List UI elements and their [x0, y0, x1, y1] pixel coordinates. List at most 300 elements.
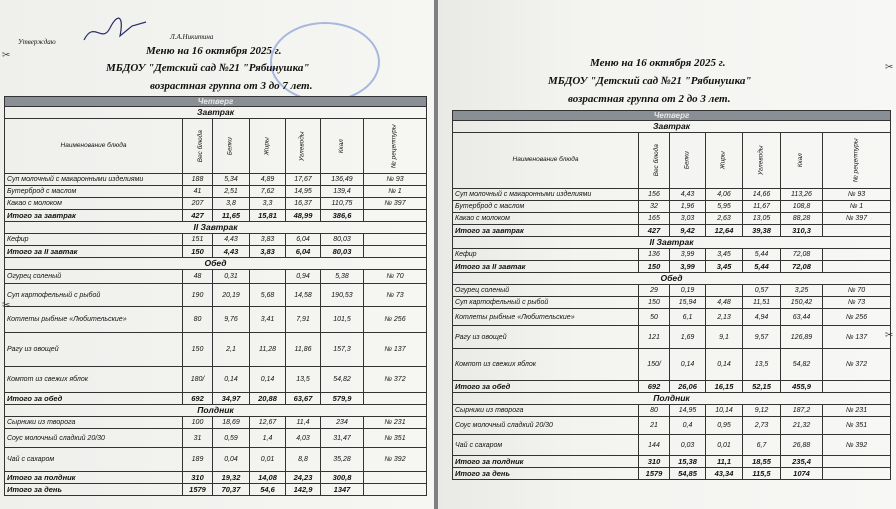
dish-value: 2,13	[706, 309, 743, 326]
dish-name: Компот из свежих яблок	[453, 349, 639, 381]
dish-value: 72,08	[781, 249, 823, 261]
total-value	[364, 484, 427, 496]
total-value	[823, 225, 891, 237]
dish-value: 7,91	[286, 307, 321, 333]
total-value: 300,8	[321, 472, 364, 484]
dish-value: 5,68	[250, 284, 286, 307]
dish-value: 5,34	[213, 174, 250, 186]
dish-value: 3,03	[670, 213, 706, 225]
total-value: 70,37	[213, 484, 250, 496]
column-header	[183, 119, 213, 174]
dish-value: 0,01	[706, 435, 743, 456]
day-label: Четверг	[453, 111, 891, 121]
dish-value: 17,67	[286, 174, 321, 186]
dish-name: Кефир	[453, 249, 639, 261]
total-value: 9,42	[670, 225, 706, 237]
menu-title: Меню на 16 октября 2025 г.	[146, 45, 282, 57]
dish-value: № 73	[364, 284, 427, 307]
total-value	[823, 381, 891, 393]
dish-value: 4,03	[286, 429, 321, 448]
dish-value: 156	[639, 189, 670, 201]
dish-value: 5,44	[743, 249, 781, 261]
dish-value: 5,95	[706, 201, 743, 213]
total-label: Итого за завтрак	[5, 210, 183, 222]
dish-name: Соус молочный сладкий 20/30	[5, 429, 183, 448]
dish-name: Котлеты рыбные «Любительские»	[5, 307, 183, 333]
total-label: Итого за полдник	[453, 456, 639, 468]
dish-value: № 93	[364, 174, 427, 186]
total-value: 1579	[183, 484, 213, 496]
dish-name: Суп молочный с макаронными изделиями	[453, 189, 639, 201]
total-value: 1347	[321, 484, 364, 496]
day-row	[5, 97, 427, 107]
dish-value: 31	[183, 429, 213, 448]
dish-value: № 351	[823, 417, 891, 435]
total-value: 310,3	[781, 225, 823, 237]
dish-value: 157,3	[321, 333, 364, 367]
age-group: возрастная группа от 2 до 3 лет.	[568, 93, 731, 105]
dish-name: Огурец соленый	[5, 270, 183, 284]
dish-value: 2,63	[706, 213, 743, 225]
dish-value: 139,4	[321, 186, 364, 198]
dish-value: 11,4	[286, 417, 321, 429]
dish-row	[453, 349, 891, 381]
dish-name: Кефир	[5, 234, 183, 246]
column-header-text: № рецептуры	[390, 124, 398, 168]
dish-value: 4,43	[670, 189, 706, 201]
total-value: 19,32	[213, 472, 250, 484]
left-menu-sheet	[0, 0, 434, 509]
total-value: 3,45	[706, 261, 743, 273]
dish-name: Огурец соленый	[453, 285, 639, 297]
total-value: 11,1	[706, 456, 743, 468]
dish-value: 150/	[639, 349, 670, 381]
dish-name: Чай с сахаром	[5, 448, 183, 472]
dish-name: Рагу из овощей	[5, 333, 183, 367]
meal-title: Завтрак	[5, 107, 427, 119]
dish-value: № 93	[823, 189, 891, 201]
column-header	[286, 119, 321, 174]
dish-value: 80,03	[321, 234, 364, 246]
total-value: 235,4	[781, 456, 823, 468]
total-value: 150	[639, 261, 670, 273]
dish-name: Суп картофельный с рыбой	[5, 284, 183, 307]
dish-row	[453, 435, 891, 456]
dish-value: 0,04	[213, 448, 250, 472]
total-value: 34,97	[213, 393, 250, 405]
dish-row	[5, 198, 427, 210]
dish-value: № 73	[823, 297, 891, 309]
total-value	[364, 393, 427, 405]
total-value: 54,85	[670, 468, 706, 480]
total-label: Итого за II завтак	[453, 261, 639, 273]
dish-row	[5, 234, 427, 246]
column-header-row	[453, 133, 891, 189]
dish-value: 100	[183, 417, 213, 429]
total-row	[5, 393, 427, 405]
column-header-row	[5, 119, 427, 174]
dish-value: 0,57	[743, 285, 781, 297]
dish-value: 0,14	[250, 367, 286, 393]
dish-value: 136	[639, 249, 670, 261]
dish-value: 0,03	[670, 435, 706, 456]
dish-value: 151	[183, 234, 213, 246]
dish-name: Котлеты рыбные «Любительские»	[453, 309, 639, 326]
dish-row	[5, 284, 427, 307]
dish-value: 190	[183, 284, 213, 307]
dish-value: 12,67	[250, 417, 286, 429]
dish-value: 0,94	[286, 270, 321, 284]
day-label: Четверг	[5, 97, 427, 107]
column-header	[364, 119, 427, 174]
dish-value: 11,67	[743, 201, 781, 213]
total-value: 4,43	[213, 246, 250, 258]
total-value: 43,34	[706, 468, 743, 480]
total-label: Итого за полдник	[5, 472, 183, 484]
column-header: Наименование блюда	[5, 119, 183, 174]
total-row	[453, 468, 891, 480]
total-value	[823, 468, 891, 480]
dish-value: 14,95	[670, 405, 706, 417]
dish-value: 150,42	[781, 297, 823, 309]
total-value: 39,38	[743, 225, 781, 237]
total-label: Итого за день	[453, 468, 639, 480]
dish-value: 144	[639, 435, 670, 456]
dish-value: 4,43	[213, 234, 250, 246]
dish-value: 113,26	[781, 189, 823, 201]
total-value: 14,08	[250, 472, 286, 484]
dish-value	[250, 270, 286, 284]
dish-row	[453, 326, 891, 349]
total-value: 20,88	[250, 393, 286, 405]
dish-value	[706, 285, 743, 297]
total-value	[364, 210, 427, 222]
dish-value: 13,05	[743, 213, 781, 225]
dish-value: 10,14	[706, 405, 743, 417]
dish-value: 15,94	[670, 297, 706, 309]
dish-value: 8,8	[286, 448, 321, 472]
total-value: 11,65	[213, 210, 250, 222]
total-label: Итого за день	[5, 484, 183, 496]
column-header-text: Жиры	[263, 137, 271, 155]
meal-title-row	[453, 393, 891, 405]
signer-name: Л.А.Никитина	[170, 33, 214, 41]
dish-value: 31,47	[321, 429, 364, 448]
meal-title-row	[5, 222, 427, 234]
meal-title: II Завтрак	[453, 237, 891, 249]
dish-value: 187,2	[781, 405, 823, 417]
dish-value: № 372	[823, 349, 891, 381]
dish-value	[364, 234, 427, 246]
total-value: 427	[639, 225, 670, 237]
scissors-icon: ✂	[885, 330, 894, 341]
dish-row	[453, 201, 891, 213]
column-header	[781, 133, 823, 189]
dish-value: 14,95	[286, 186, 321, 198]
dish-value: 3,83	[250, 234, 286, 246]
dish-value: 3,3	[250, 198, 286, 210]
dish-value: 6,04	[286, 234, 321, 246]
dish-row	[5, 307, 427, 333]
dish-value: № 256	[364, 307, 427, 333]
column-header-text: Ккал	[337, 138, 345, 154]
column-header-text: Белки	[226, 137, 234, 155]
scissors-icon: ✂	[2, 50, 11, 61]
column-header	[823, 133, 891, 189]
dish-value: 190,53	[321, 284, 364, 307]
total-value: 427	[183, 210, 213, 222]
dish-value: 4,94	[743, 309, 781, 326]
dish-value: 0,01	[250, 448, 286, 472]
total-value: 12,64	[706, 225, 743, 237]
total-value: 16,15	[706, 381, 743, 393]
dish-row	[453, 213, 891, 225]
dish-value: № 70	[823, 285, 891, 297]
total-value: 72,08	[781, 261, 823, 273]
total-label: Итого за обед	[5, 393, 183, 405]
column-header	[213, 119, 250, 174]
dish-value: 126,89	[781, 326, 823, 349]
dish-value: № 231	[364, 417, 427, 429]
dish-value: 13,5	[286, 367, 321, 393]
dish-value: 136,49	[321, 174, 364, 186]
column-header	[321, 119, 364, 174]
dish-value: 4,48	[706, 297, 743, 309]
total-value: 63,67	[286, 393, 321, 405]
dish-name: Соус молочный сладкий 20/30	[453, 417, 639, 435]
total-value: 80,03	[321, 246, 364, 258]
dish-value: 110,75	[321, 198, 364, 210]
dish-row	[453, 405, 891, 417]
total-row	[453, 225, 891, 237]
dish-row	[453, 417, 891, 435]
dish-name: Суп картофельный с рыбой	[453, 297, 639, 309]
dish-value: 189	[183, 448, 213, 472]
dish-value: 3,41	[250, 307, 286, 333]
dish-value: 150	[183, 333, 213, 367]
column-header	[639, 133, 670, 189]
meal-title: Завтрак	[453, 121, 891, 133]
dish-value: № 392	[364, 448, 427, 472]
column-header-text: Жиры	[719, 151, 727, 170]
dish-row	[453, 285, 891, 297]
total-row	[453, 381, 891, 393]
dish-value: 41	[183, 186, 213, 198]
dish-row	[5, 333, 427, 367]
dish-value: 2,51	[213, 186, 250, 198]
dish-value: 0,19	[670, 285, 706, 297]
dish-value: 4,89	[250, 174, 286, 186]
dish-value: 0,4	[670, 417, 706, 435]
dish-row	[453, 297, 891, 309]
dish-value: 108,8	[781, 201, 823, 213]
dish-value: № 1	[823, 201, 891, 213]
total-row	[453, 456, 891, 468]
dish-value: 0,14	[213, 367, 250, 393]
dish-row	[5, 270, 427, 284]
total-value: 5,44	[743, 261, 781, 273]
column-header-text: Белки	[683, 151, 691, 170]
meal-title-row	[453, 121, 891, 133]
total-value: 15,81	[250, 210, 286, 222]
dish-value: 6,7	[743, 435, 781, 456]
dish-value: 1,4	[250, 429, 286, 448]
meal-title: II Завтрак	[5, 222, 427, 234]
dish-row	[453, 189, 891, 201]
dish-value: 54,82	[781, 349, 823, 381]
column-header	[706, 133, 743, 189]
dish-value: 150	[639, 297, 670, 309]
dish-value: 3,8	[213, 198, 250, 210]
dish-value: 20,19	[213, 284, 250, 307]
total-value: 579,9	[321, 393, 364, 405]
dish-value: 121	[639, 326, 670, 349]
dish-value: № 137	[364, 333, 427, 367]
dish-name: Бутерброд с маслом	[5, 186, 183, 198]
dish-value: 88,28	[781, 213, 823, 225]
dish-value: 21,32	[781, 417, 823, 435]
dish-value: 7,62	[250, 186, 286, 198]
dish-row	[5, 186, 427, 198]
dish-value: 9,57	[743, 326, 781, 349]
dish-row	[5, 448, 427, 472]
total-value: 115,5	[743, 468, 781, 480]
dish-value: 16,37	[286, 198, 321, 210]
dish-value: № 397	[823, 213, 891, 225]
meal-title-row	[5, 258, 427, 270]
dish-value: 180/	[183, 367, 213, 393]
dish-row	[5, 367, 427, 393]
dish-value: 26,88	[781, 435, 823, 456]
dish-value: 48	[183, 270, 213, 284]
meal-title: Полдник	[453, 393, 891, 405]
dish-value: 63,44	[781, 309, 823, 326]
total-value: 692	[183, 393, 213, 405]
dish-value: 3,99	[670, 249, 706, 261]
dish-row	[453, 309, 891, 326]
dish-value: 18,69	[213, 417, 250, 429]
dish-value: 0,95	[706, 417, 743, 435]
dish-value: 50	[639, 309, 670, 326]
dish-value: 35,28	[321, 448, 364, 472]
org-name: МБДОУ "Детский сад №21 "Рябинушка"	[548, 75, 752, 87]
dish-value: № 392	[823, 435, 891, 456]
dish-name: Сырники из творога	[5, 417, 183, 429]
total-row	[5, 484, 427, 496]
dish-value: № 256	[823, 309, 891, 326]
dish-value: 29	[639, 285, 670, 297]
dish-value: № 137	[823, 326, 891, 349]
dish-value: 80	[639, 405, 670, 417]
dish-value: 0,59	[213, 429, 250, 448]
dish-value: 0,14	[670, 349, 706, 381]
total-row	[453, 261, 891, 273]
total-value: 310	[639, 456, 670, 468]
dish-name: Сырники из творога	[453, 405, 639, 417]
column-header: Наименование блюда	[453, 133, 639, 189]
dish-value: 14,66	[743, 189, 781, 201]
total-value: 3,99	[670, 261, 706, 273]
total-value	[823, 456, 891, 468]
total-row	[5, 472, 427, 484]
approve-label: Утверждаю	[18, 38, 56, 46]
dish-value: 9,76	[213, 307, 250, 333]
dish-name: Чай с сахаром	[453, 435, 639, 456]
dish-name: Какао с молоком	[453, 213, 639, 225]
meal-title: Обед	[5, 258, 427, 270]
total-value	[364, 472, 427, 484]
dish-row	[5, 174, 427, 186]
meal-title: Обед	[453, 273, 891, 285]
total-row	[5, 246, 427, 258]
dish-value: 1,69	[670, 326, 706, 349]
total-value: 692	[639, 381, 670, 393]
org-name: МБДОУ "Детский сад №21 "Рябинушка"	[106, 62, 310, 74]
column-header-text: Вес блюда	[652, 144, 660, 177]
dish-value	[823, 249, 891, 261]
dish-value: 9,12	[743, 405, 781, 417]
dish-value: 2,73	[743, 417, 781, 435]
dish-value: № 70	[364, 270, 427, 284]
total-value: 150	[183, 246, 213, 258]
age-group: возрастная группа от 3 до 7 лет.	[150, 80, 313, 92]
dish-value: 9,1	[706, 326, 743, 349]
total-label: Итого за завтрак	[453, 225, 639, 237]
dish-value: 1,96	[670, 201, 706, 213]
column-header	[670, 133, 706, 189]
dish-value: 14,58	[286, 284, 321, 307]
meal-title-row	[5, 405, 427, 417]
column-header-text: Углеводы	[757, 145, 765, 176]
menu-table	[4, 96, 427, 496]
dish-value: 3,45	[706, 249, 743, 261]
menu-table	[452, 110, 894, 480]
total-value: 26,06	[670, 381, 706, 393]
meal-title-row	[453, 273, 891, 285]
dish-value: 2,1	[213, 333, 250, 367]
total-value: 142,9	[286, 484, 321, 496]
column-header-text: Углеводы	[298, 131, 306, 161]
dish-value: 165	[639, 213, 670, 225]
total-value: 3,83	[250, 246, 286, 258]
column-header-text: Вес блюда	[196, 129, 204, 163]
dish-value: 11,51	[743, 297, 781, 309]
total-value: 54,6	[250, 484, 286, 496]
dish-value: № 1	[364, 186, 427, 198]
dish-name: Компот из свежих яблок	[5, 367, 183, 393]
total-value: 455,9	[781, 381, 823, 393]
dish-value: 11,28	[250, 333, 286, 367]
dish-name: Рагу из овощей	[453, 326, 639, 349]
dish-value: 188	[183, 174, 213, 186]
dish-value: 101,5	[321, 307, 364, 333]
dish-row	[453, 249, 891, 261]
signature-icon	[80, 14, 150, 46]
dish-row	[5, 417, 427, 429]
total-value: 1074	[781, 468, 823, 480]
scissors-icon: ✂	[2, 300, 11, 311]
column-header-text: № рецептуры	[852, 138, 860, 183]
total-value	[364, 246, 427, 258]
dish-value: № 351	[364, 429, 427, 448]
dish-value: 32	[639, 201, 670, 213]
meal-title-row	[5, 107, 427, 119]
total-value: 18,55	[743, 456, 781, 468]
total-value: 15,38	[670, 456, 706, 468]
total-value: 52,15	[743, 381, 781, 393]
column-header	[250, 119, 286, 174]
dish-value: № 372	[364, 367, 427, 393]
